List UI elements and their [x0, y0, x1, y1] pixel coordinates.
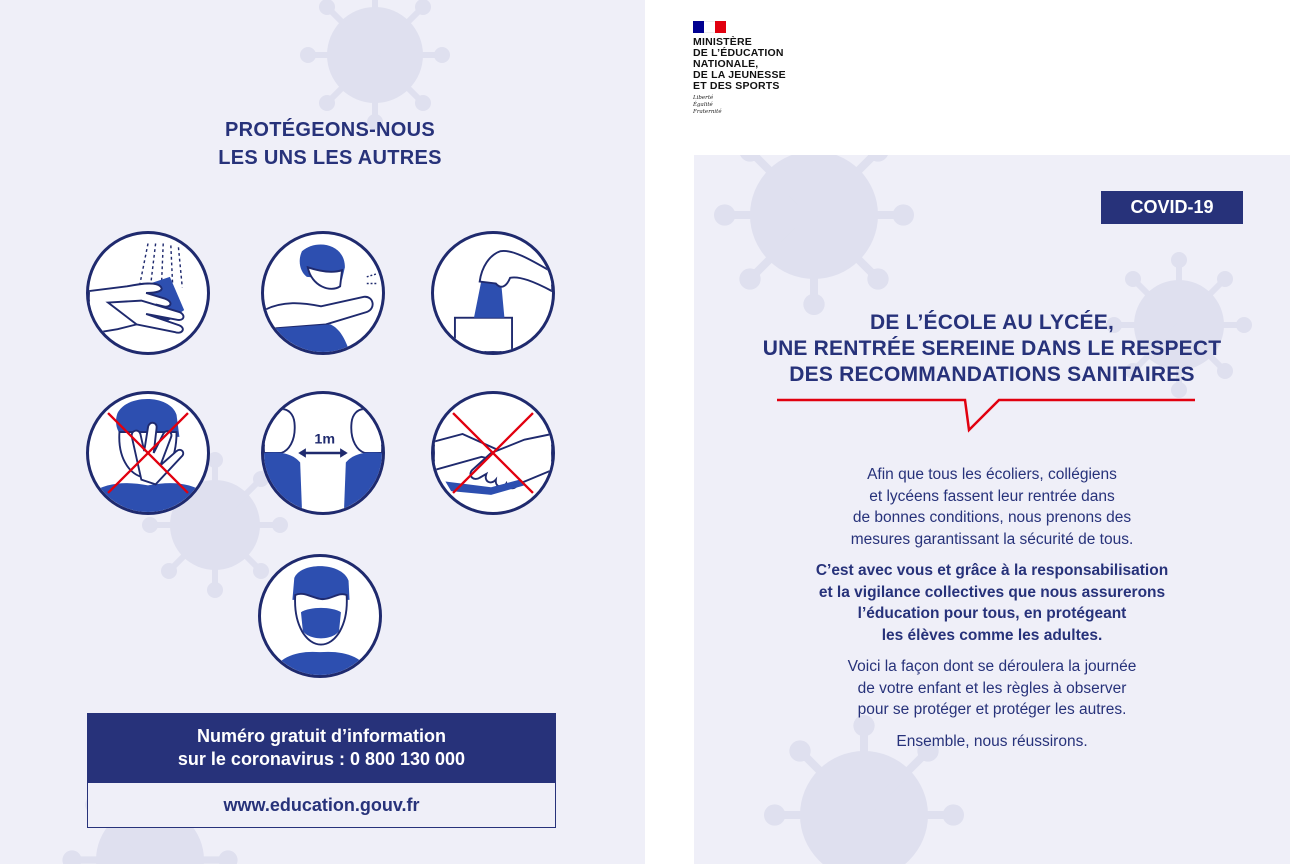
- hotline-line: Numéro gratuit d’information: [197, 726, 446, 746]
- text-line: pour se protéger et protéger les autres.: [857, 701, 1127, 718]
- headline-line: UNE RENTRÉE SEREINE DANS LE RESPECT: [762, 337, 1222, 360]
- text-line: les élèves comme les adultes.: [881, 626, 1103, 644]
- text-line: C’est avec vous et grâce à la responsabilisation: [815, 562, 1169, 579]
- ministry-name-line: DE LA JEUNESSE: [693, 69, 786, 81]
- ministry-name-line: NATIONALE,: [693, 58, 759, 70]
- website-link[interactable]: www.education.gouv.fr: [223, 795, 420, 815]
- left-title-line: LES UNS LES AUTRES: [218, 147, 442, 169]
- text-line: mesures garantissant la sécurité de tous.: [850, 530, 1134, 548]
- ministry-logo: [693, 21, 786, 116]
- covid-badge: COVID-19: [1101, 191, 1243, 224]
- ministry-name-line: ET DES SPORTS: [693, 80, 780, 92]
- no-handshake-icon: [431, 391, 555, 515]
- text-line: l’éducation pour tous, en protégeant: [857, 605, 1127, 622]
- virus-decoration-icon: [714, 155, 914, 315]
- text-line: de votre enfant et les règles à observer: [857, 679, 1127, 697]
- headline-line: DES RECOMMANDATIONS SANITAIRES: [789, 363, 1195, 386]
- hotline-number[interactable]: sur le coronavirus : 0 800 130 000: [177, 749, 466, 769]
- intro-paragraph: [694, 464, 1290, 550]
- text-line: et la vigilance collectives que nous assurerons: [818, 583, 1166, 601]
- virus-decoration-icon: [300, 0, 450, 130]
- text-line: Voici la façon dont se déroulera la journée: [847, 658, 1137, 675]
- motto-line: Fraternité: [693, 109, 722, 115]
- distance-1m-icon: [261, 391, 385, 515]
- french-flag-icon: [693, 21, 726, 33]
- headline: [694, 310, 1290, 388]
- body-text: [694, 464, 1290, 762]
- ministry-name-line: DE L’ÉDUCATION: [693, 47, 784, 59]
- ministry-name-line: MINISTÈRE: [693, 36, 752, 48]
- distance-label: 1m: [314, 431, 336, 448]
- emphasis-paragraph: [694, 560, 1290, 646]
- schedule-paragraph: [694, 656, 1290, 721]
- cough-into-elbow-icon: [261, 231, 385, 355]
- no-face-touching-icon: [86, 391, 210, 515]
- left-title: [0, 116, 660, 172]
- disposable-tissue-icon: [431, 231, 555, 355]
- info-box: [87, 713, 556, 828]
- hotline-banner: [88, 714, 555, 783]
- headline-line: DE L’ÉCOLE AU LYCÉE,: [870, 311, 1114, 334]
- closing-line: Ensemble, nous réussirons.: [896, 732, 1088, 750]
- ministry-name: [693, 37, 786, 92]
- motto-line: Liberté: [693, 95, 714, 101]
- text-line: et lycéens fassent leur rentrée dans: [869, 487, 1115, 505]
- text-line: Afin que tous les écoliers, collégiens: [867, 466, 1117, 483]
- left-title-line: PROTÉGEONS-NOUS: [224, 119, 436, 141]
- speech-bubble-underline: [777, 396, 1197, 436]
- republic-motto: [693, 95, 786, 116]
- motto-line: Égalité: [693, 102, 713, 108]
- face-mask-icon: [258, 554, 382, 678]
- text-line: de bonnes conditions, nous prenons des: [852, 509, 1132, 526]
- hand-washing-icon: [86, 231, 210, 355]
